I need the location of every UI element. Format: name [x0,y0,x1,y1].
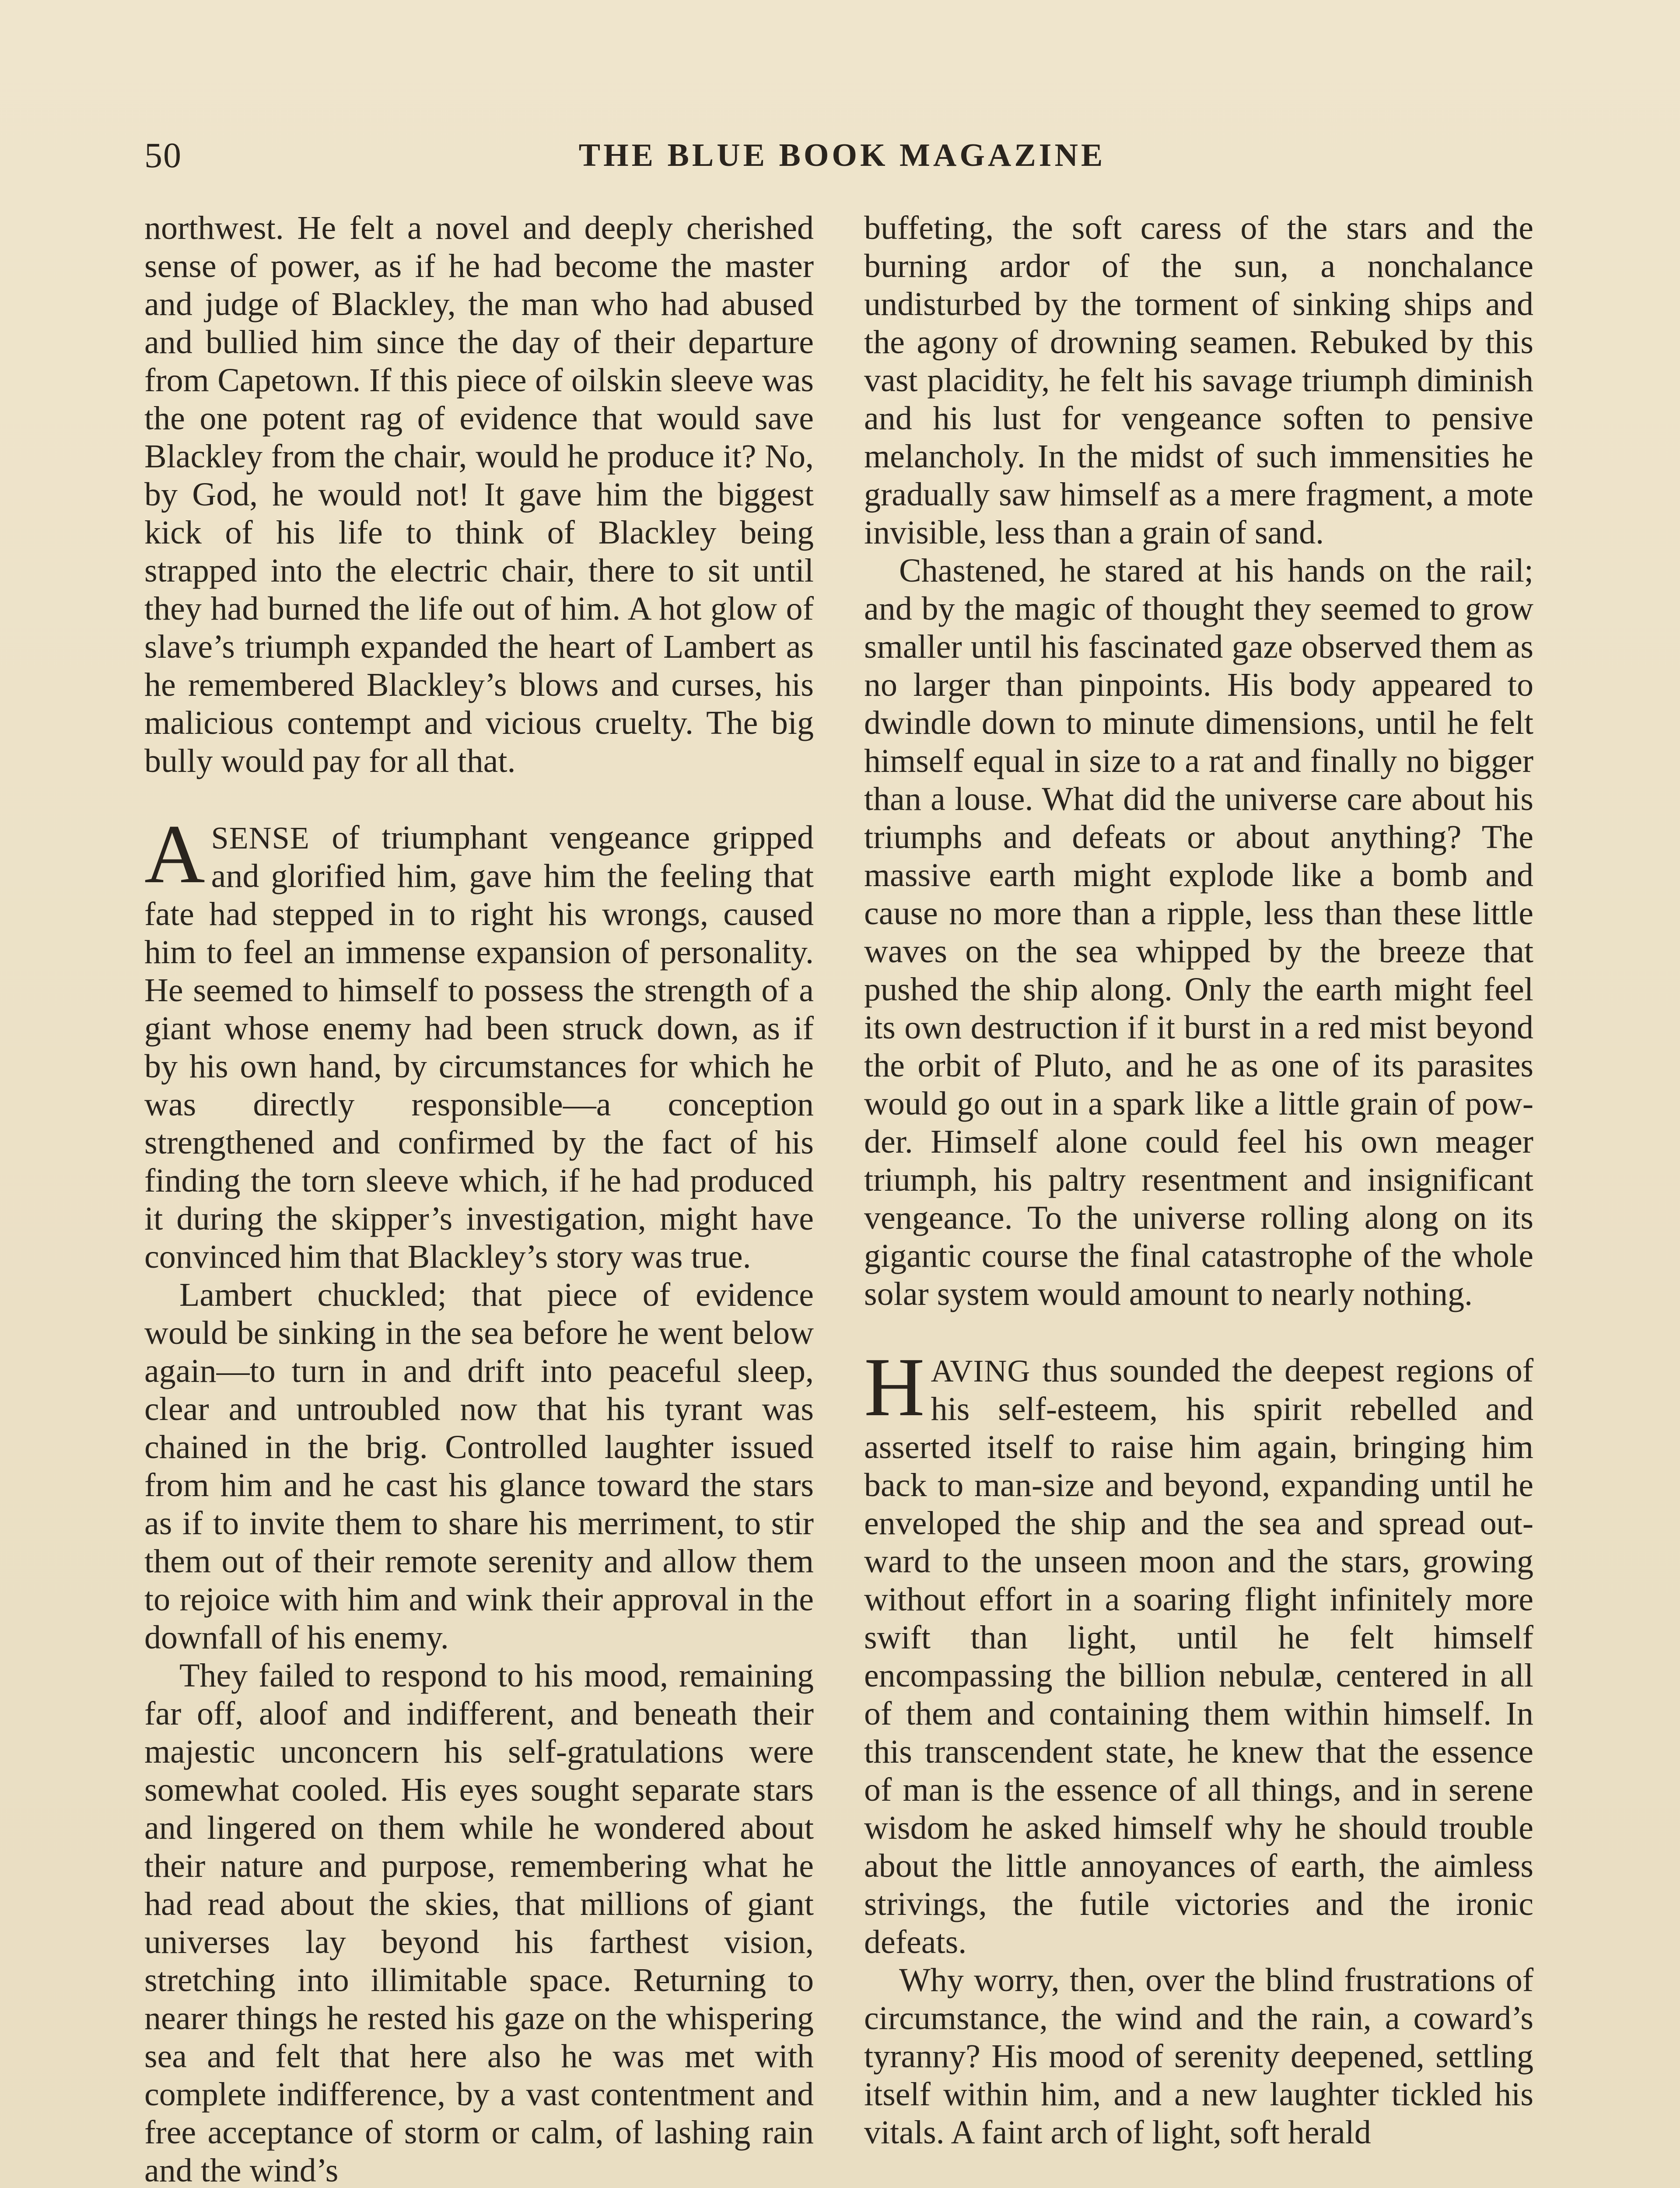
paragraph-text: thus sounded the deepest regions of his self-esteem, his spirit rebelled and asserted itself to raise him again, bringing him back to man-size and beyond, expanding until he enveloped the ship and the sea and spread outward to the unseen moon and the stars, growing without effort in a soaring flight infinitely more swift than light, until he felt himself encompassing the billion nebulæ, centered in all of them and containing them within himself. In this transcendent state, he knew that the essence of man is the essence of all things, and in serene wisdom he asked himself why he should trouble about the little annoyances of earth, the aimless strivings, the futile victories and the ironic defeats. [864,1352,1533,1960]
page-header [144,131,1540,179]
right-paragraph-4: Why worry, then, over the blind frustrations of circumstance, the wind and the rain, a coward’s tyranny? His mood of serenity deepened, settling itself within him, and a new laughter tickled his vitals. A faint arch of light, soft herald [864,1962,1533,2151]
drop-cap-a: A [144,807,205,901]
page-number: 50 [144,135,182,175]
lead-in-word: SENSE [211,820,310,856]
drop-cap-h: H [864,1340,925,1434]
left-column [144,209,814,2188]
right-paragraph-3 [864,1340,1533,1961]
left-paragraph-3: Lambert chuckled; that piece of evidence would be sinking in the sea before he went below again—to turn in and drift into peaceful sleep, clear and untroubled now that his tyrant was chained in the brig. Controlled laughter issued from him and he cast his glance toward the stars as if to invite them to share his merriment, to stir them out of their remote serenity and allow them to rejoice with him and wink their approval in the downfall of his enemy. [144,1276,814,1656]
paragraph-text: of triumphant vengeance gripped and glorified him, gave him the feeling that fate had stepped in to right his wrongs, caused him to feel an immense expansion of personality. He seemed to himself to possess the strength of a giant whose enemy had been struck down, as if by his own hand, by circumstances for which he was directly responsible—a conception strengthened and confirmed by the fact of his finding the torn sleeve which, if he had produced it during the skipper’s investigation, might have convinced him that Blackley’s story was true. [144,819,814,1275]
right-paragraph-2: Chastened, he stared at his hands on the rail; and by the magic of thought they seemed to grow smaller until his fascinated gaze observed them as no larger than pinpoints. His body appeared to dwindle down to minute dimensions, until he felt himself equal in size to a rat and finally no bigger than a louse. What did the universe care about his triumphs and defeats or about anything? The massive earth might explode like a bomb and cause no more than a ripple, less than these little waves on the sea whipped by the breeze that pushed the ship along. Only the earth might feel its own destruction if it burst in a red mist beyond the orbit of Pluto, and he as one of its parasites would go out in a spark like a little grain of powder. Himself alone could feel his own meager triumph, his paltry resentment and insignificant vengeance. To the universe rolling along on its gigantic course the final catastrophe of the whole solar system would amount to nearly nothing. [864,552,1533,1312]
right-paragraph-1: buffeting, the soft caress of the stars and the burning ardor of the sun, a nonchalance undisturbed by the torment of sinking ships and the agony of drowning seamen. Rebuked by this vast placidity, he felt his savage triumph diminish and his lust for vengeance soften to pensive melancholy. In the midst of such immensities he gradually saw himself as a mere fragment, a mote invisible, less than a grain of sand. [864,210,1533,551]
left-paragraph-2 [144,807,814,1276]
left-paragraph-4: They failed to respond to his mood, remaining far off, aloof and indifferent, and beneath their majestic unconcern his self-gratulations were somewhat cooled. His eyes sought separate stars and lingered on them while he wondered about their nature and purpose, remembering what he had read about the skies, that millions of giant universes lay beyond his farthest vision, stretching into illimitable space. Returning to nearer things he rested his gaze on the whispering sea and felt that here also he was met with complete indifference, by a vast contentment and free acceptance of storm or calm, of lashing rain and the wind’s [144,1657,814,2188]
lead-in-word: AVING [931,1353,1031,1389]
left-paragraph-1: northwest. He felt a novel and deeply cherished sense of power, as if he had become the master and judge of Blackley, the man who had abused and bullied him since the day of their departure from Capetown. If this piece of oilskin sleeve was the one potent rag of evidence that would save Blackley from the chair, would he produce it? No, by God, he would not! It gave him the biggest kick of his life to think of Blackley being strapped into the electric chair, there to sit until they had burned the life out of him. A hot glow of slave’s triumph expanded the heart of Lambert as he remembered Blackley’s blows and curses, his malicious contempt and vicious cruelty. The big bully would pay for all that. [144,210,814,779]
magazine-title: THE BLUE BOOK MAGAZINE [578,137,1106,173]
right-column [864,209,1533,2152]
